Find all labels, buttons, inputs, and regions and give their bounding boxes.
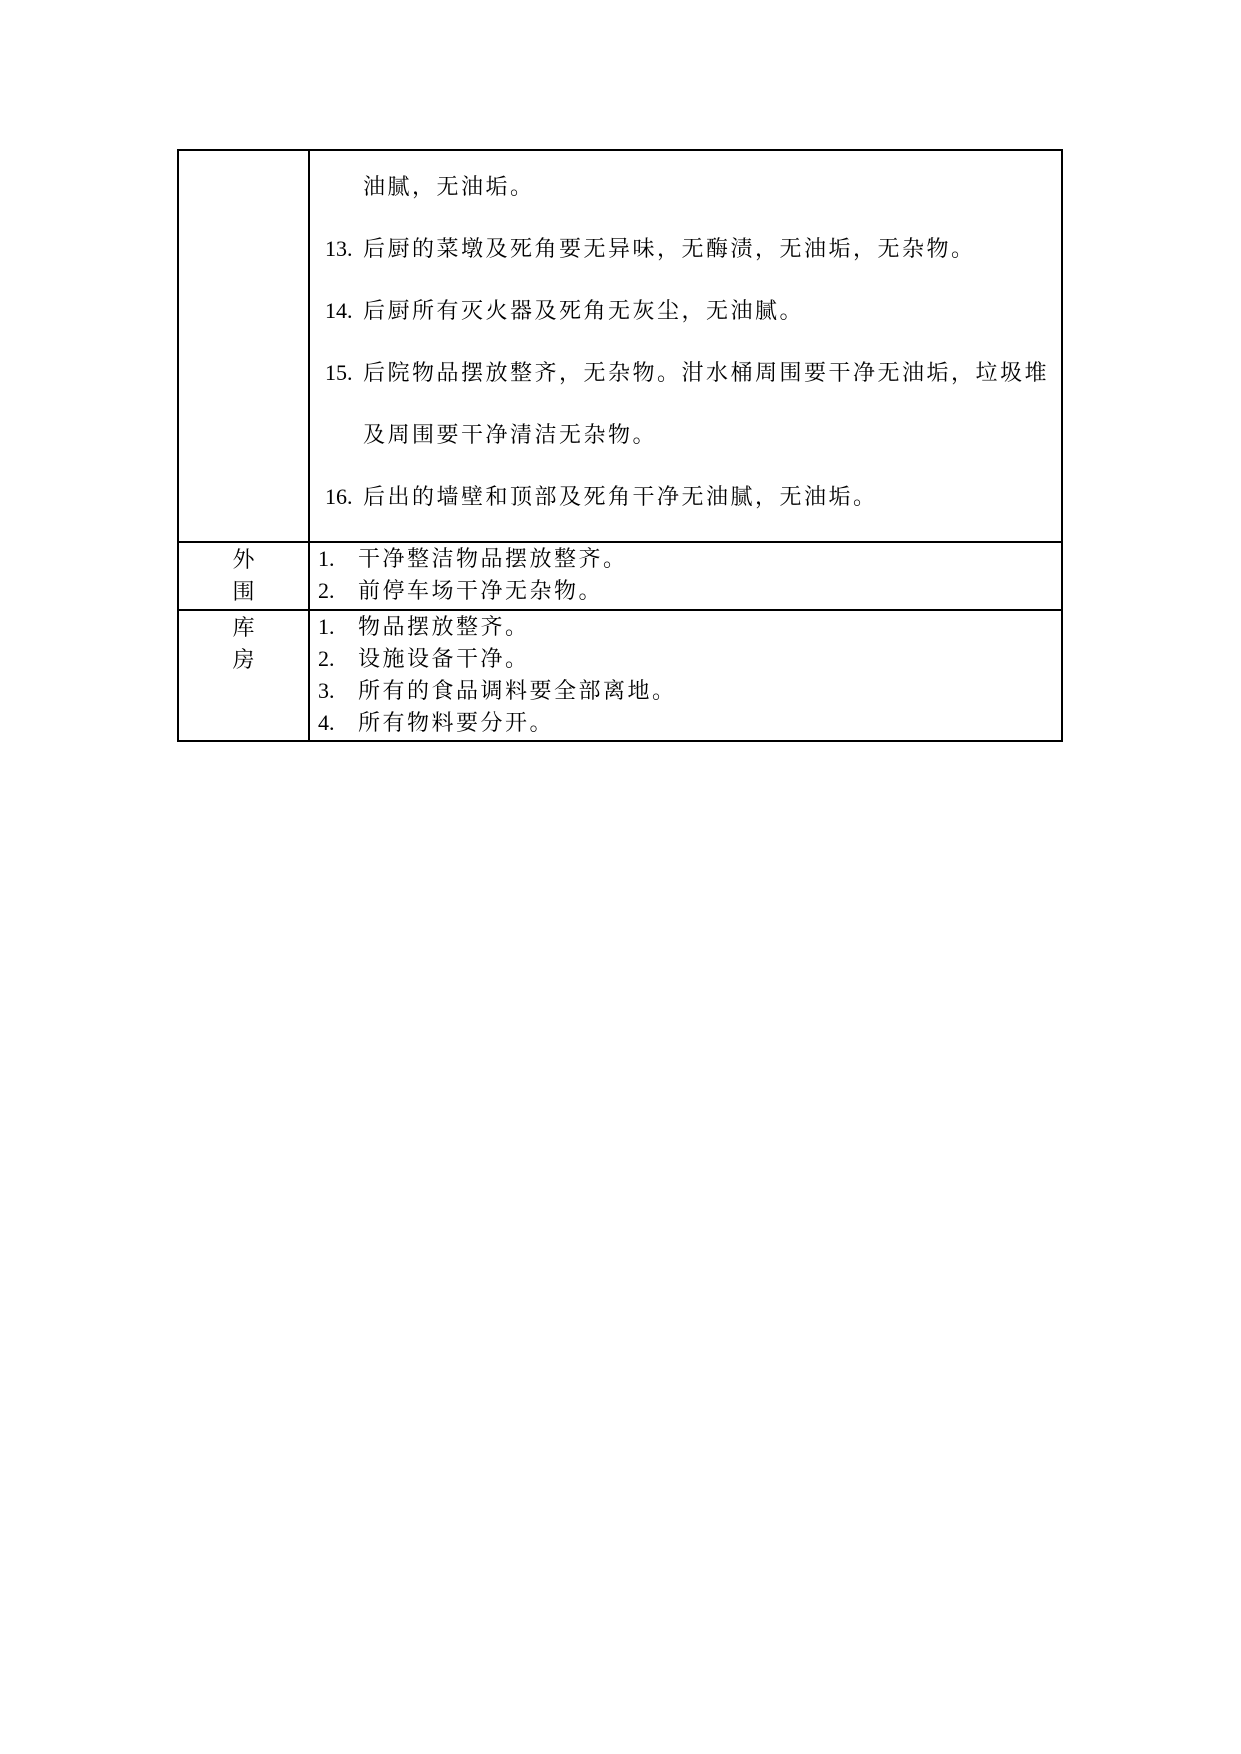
list-item-wrapped-line [310,404,1061,466]
inspection-table [177,149,1063,742]
list-item [310,156,1061,218]
item-number: 14. [325,298,353,323]
row-label-cell-empty [179,151,310,541]
item-text: 所有的食品调料要全部离地。 [358,678,677,703]
item-number: 2. [318,578,335,603]
item-text: 后厨的菜墩及死角要无异味，无酶渍，无油垢，无杂物。 [363,236,976,261]
list-item [310,611,1061,643]
item-text: 后院物品摆放整齐，无杂物。泔水桶周围要干净无油垢，垃圾堆 [363,360,1050,385]
list-item [310,342,1061,404]
row-label-cell [179,611,310,740]
list-item [310,280,1061,342]
list-item [310,543,1061,575]
item-text: 后出的墙壁和顶部及死角干净无油腻，无油垢。 [363,484,878,509]
item-number: 2. [318,646,335,671]
table-row-outer-area [179,543,1061,611]
content-cell-continuation [310,151,1061,541]
item-text: 油腻，无油垢。 [363,174,535,199]
item-text: 物品摆放整齐。 [358,614,530,639]
table-row-storeroom [179,611,1061,740]
list-item [310,575,1061,607]
row-label-char: 房 [232,647,255,672]
row-label-cell [179,543,310,609]
row-label-char: 外 [232,547,255,572]
item-text: 所有物料要分开。 [358,710,555,735]
item-text: 及周围要干净清洁无杂物。 [363,422,658,447]
content-cell-storeroom [310,611,1061,740]
item-text: 后厨所有灭火器及死角无灰尘，无油腻。 [363,298,805,323]
list-item [310,218,1061,280]
list-item [310,466,1061,528]
list-item [310,675,1061,707]
item-number: 3. [318,678,335,703]
table-row-continuation [179,151,1061,543]
item-text: 前停车场干净无杂物。 [358,578,604,603]
row-label-char: 库 [232,615,255,640]
item-number: 16. [325,484,353,509]
list-item [310,707,1061,739]
item-text: 设施设备干净。 [358,646,530,671]
item-number: 13. [325,236,353,261]
content-cell-outer-area [310,543,1061,609]
item-number: 1. [318,614,335,639]
item-number: 4. [318,710,335,735]
item-text: 干净整洁物品摆放整齐。 [358,546,628,571]
row-label-char: 围 [232,579,255,604]
list-item [310,643,1061,675]
item-number: 1. [318,546,335,571]
item-number: 15. [325,360,353,385]
